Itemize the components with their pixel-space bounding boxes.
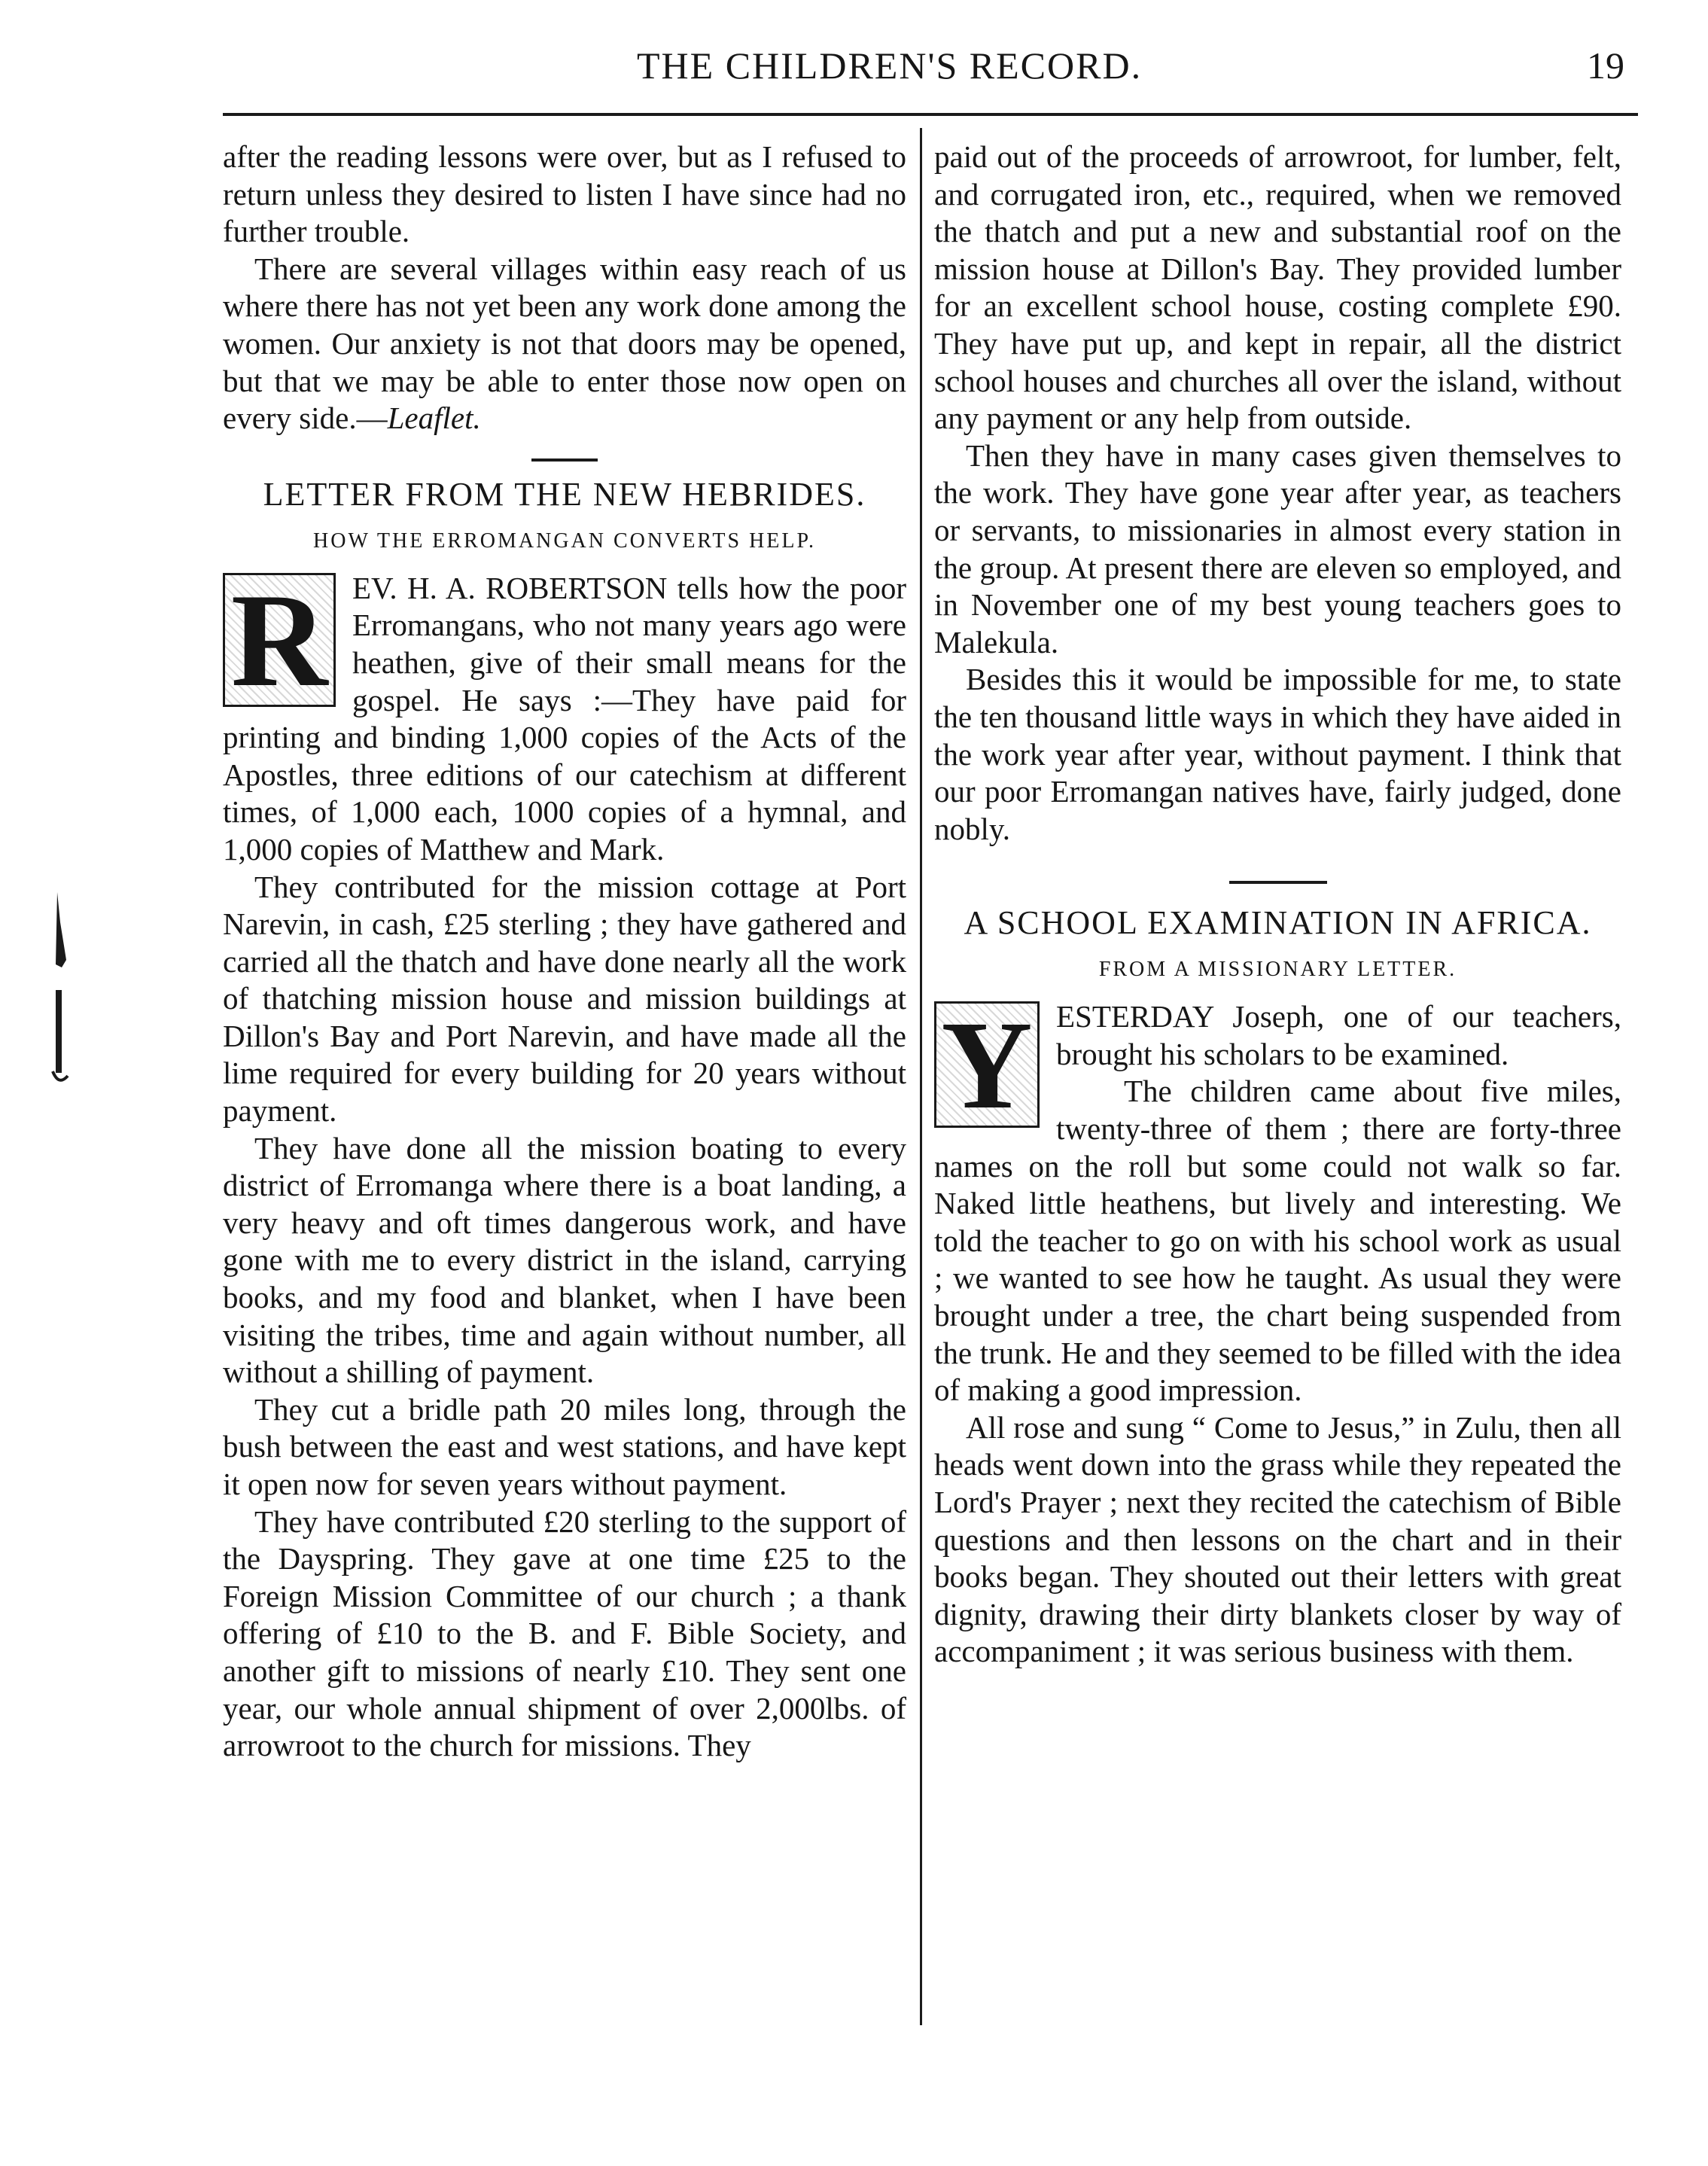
article-subtitle-school-examination: FROM A MISSIONARY LETTER. <box>1098 958 1457 982</box>
continuation-paragraph: paid out of the proceeds of arrowroot, for lumber, felt, and corrugated iron, etc., required, when we removed the thatch and put a new and substantial roof on the mission house at Dillon's Bay. They provided lumber for an excellent school house, costing complete £90. They have put up, and kept in repair, all the district school houses and churches all over the island, without any payment or any help from outside. <box>934 139 1621 436</box>
article-subtitle-new-hebrides: HOW THE ERROMANGAN CONVERTS HELP. <box>313 529 816 553</box>
intro-paragraph-2 <box>223 251 906 437</box>
left-column <box>223 139 906 1765</box>
article-paragraph-3: They cut a bridle path 20 miles long, through the bush between the east and west stations, and have kept it open now for seven years without payment. <box>223 1391 906 1501</box>
drop-cap-r <box>223 565 336 714</box>
school-lead-paragraph <box>934 995 1621 1409</box>
article-lead-text: EV. H. A. ROBERTSON tells how the poor Erromangans, who not many years ago were heathen, give of their small means for the gospel. He says :—They have paid for printing and binding 1,000 copies of the Acts of the Apostles, three editions of our catechism at different times, of 1,000 each, 1000 copies of a hymnal, and 1,000 copies of Matthew and Mark. <box>223 570 906 867</box>
article-title-school-examination: A SCHOOL EXAMINATION IN AFRICA. <box>964 904 1592 942</box>
right-paragraph-2: Besides this it would be impossible for me, to state the ten thousand little ways in which they have aided in the work year after year, without payment. I think that our poor Erromangan natives have, fairly judged, done nobly. <box>934 662 1621 846</box>
intro-paragraph-2-text: There are several villages within easy reach of us where there has not yet been any work done among the women. Our anxiety is not that doors may be opened, but that we may be able to enter those now open on every side.— <box>223 251 906 436</box>
drop-cap-letter: Y <box>941 995 1033 1136</box>
running-title: THE CHILDREN'S RECORD. <box>637 44 1143 87</box>
drop-cap-y <box>934 995 1040 1136</box>
header-rule <box>223 113 1638 116</box>
margin-binding-mark <box>39 892 77 1088</box>
article-paragraph-4: They have contributed £20 sterling to the support of the Dayspring. They gave at one time £25 to the Foreign Mission Committee of our church ; a thank offering of £10 to the B. and F. Bible Society, and another gift to missions of nearly £10. They sent one year, our whole annual shipment of over 2,000lbs. of arrowroot to the church for missions. They <box>223 1503 906 1763</box>
page-number: 19 <box>1587 44 1624 87</box>
article-paragraph-2: They have done all the mission boating to every district of Erromanga where there is a boat landing, a very heavy and oft times dangerous work, and have gone with me to every district in the island, carrying books, and my food and blanket, when I have been visiting the tribes, time and again without number, all without a shilling of payment. <box>223 1130 906 1390</box>
article-lead-paragraph <box>223 565 906 869</box>
school-second-paragraph: The children came about five miles, twenty-three of them ; there are forty-three names on the roll but some could not walk so far. Naked little heathens, but lively and interesting. We told the teacher to go on with his school work as usual ; we wanted to see how he taught. As usual they were brought under a tree, the chart being suspended from the trunk. He and they seemed to be filled with the idea of making a good impression. <box>934 1074 1621 1408</box>
drop-cap-letter: R <box>230 565 328 714</box>
school-lead-text: ESTERDAY Joseph, one of our teachers, brought his scholars to be examined. <box>1056 999 1621 1071</box>
section-separator <box>531 458 598 462</box>
intro-signature: Leaflet. <box>387 401 481 436</box>
page-header <box>223 38 1638 98</box>
school-paragraph-1: All rose and sung “ Come to Jesus,” in Zulu, then all heads went down into the grass while they repeated the Lord's Prayer ; next they recited the catechism of Bible questions and then lessons on the chart and in their books began. They shouted out their letters with great dignity, drawing their dirty blankets closer by way of accompaniment ; it was serious business with them. <box>934 1409 1621 1669</box>
section-separator <box>1229 881 1327 884</box>
intro-paragraph-1: after the reading lessons were over, but as I refused to return unless they desired to listen I have since had no further trouble. <box>223 139 906 249</box>
right-column <box>934 139 1621 1671</box>
column-divider <box>920 128 922 2025</box>
article-paragraph-1: They contributed for the mission cottage at Port Narevin, in cash, £25 sterling ; they have gathered and carried all the thatch and have done nearly all the work of thatching mission house and mission buildings at Dillon's Bay and Port Narevin, and have made all the lime required for every building for 20 years without payment. <box>223 869 906 1129</box>
right-paragraph-1: Then they have in many cases given themselves to the work. They have gone year after year, as teachers or servants, to missionaries in almost every station in the group. At present there are eleven so employed, and in November one of my best young teachers goes to Malekula. <box>934 437 1621 660</box>
article-title-new-hebrides: LETTER FROM THE NEW HEBRIDES. <box>263 475 866 513</box>
